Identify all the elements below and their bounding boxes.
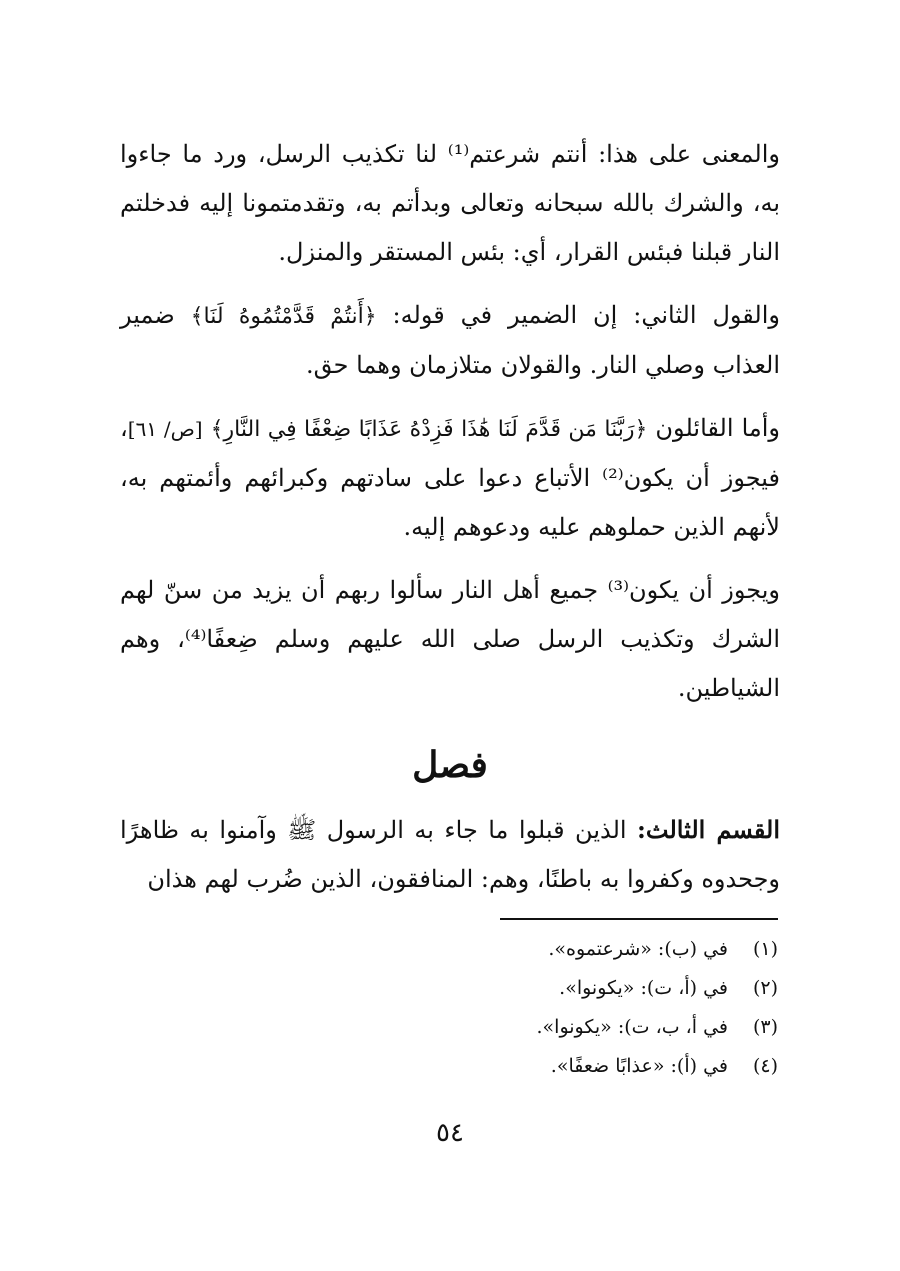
quran-verse: ﴿أَنتُمْ قَدَّمْتُمُوهُ لَنَا﴾ xyxy=(190,304,377,329)
paragraph-2-after: ضمير العذاب وصلي النار. والقولان متلازمان وهما حق. xyxy=(120,301,780,379)
footnote-text: في (ب): «شرعتموه». xyxy=(548,938,728,960)
footnote-text: في (أ): «عذابًا ضعفًا». xyxy=(550,1055,728,1077)
footnote-text: في أ، ب، ت): «يكونوا». xyxy=(536,1016,728,1038)
quran-verse: ﴿رَبَّنَا مَن قَدَّمَ لَنَا هَٰذَا فَزِدْهُ عَذَابًا ضِعْفًا فِي النَّارِ﴾ xyxy=(210,417,648,442)
footnote xyxy=(358,1008,778,1047)
section-paragraph xyxy=(120,805,780,904)
paragraph-1 xyxy=(120,130,780,277)
paragraph-3-after: ، فيجوز أن يكون⁽²⁾ الأتباع دعوا على سادتهم وكبرائهم وأئمتهم به، لأنهم الذين حملوهم عليه ودعوهم إليه. xyxy=(120,414,780,541)
verse-reference: [ص/ ٦١] xyxy=(127,417,203,441)
footnote-text: في (أ، ت): «يكونوا». xyxy=(559,977,728,999)
paragraph-3-before: وأما القائلون xyxy=(647,414,780,442)
section-heading: فصل xyxy=(412,744,488,786)
page-body xyxy=(120,130,780,918)
footnotes xyxy=(358,930,778,1086)
footnote-number: (٣) xyxy=(752,1016,778,1038)
paragraph-1-text: والمعنى على هذا: أنتم شرعتم⁽¹⁾ لنا تكذيب الرسل، ورد ما جاءوا به، والشرك بالله سبحانه وتعالى وبدأتم به، وتقدمتمونا إليه فدخلتم النار قبلنا فبئس القرار، أي: بئس المستقر والمنزل. xyxy=(120,140,781,266)
footnote xyxy=(358,930,778,969)
paragraph-3 xyxy=(120,404,780,552)
paragraph-4 xyxy=(120,566,780,713)
footnote-number: (١) xyxy=(752,938,778,960)
footnote-number: (٤) xyxy=(752,1055,778,1077)
footnote-divider xyxy=(500,918,778,920)
page-number: ٥٤ xyxy=(436,1118,464,1148)
paragraph-4-text: ويجوز أن يكون⁽³⁾ جميع أهل النار سألوا ربهم أن يزيد من سنّ لهم الشرك وتكذيب الرسل صلى الله عليهم وسلم ضِعفًا⁽⁴⁾، وهم الشياطين. xyxy=(120,576,780,702)
section-lead: القسم الثالث: xyxy=(637,815,780,844)
section-text: الذين قبلوا ما جاء به الرسول ﷺ وآمنوا به ظاهرًا وجحدوه وكفروا به باطنًا، وهم: المنافقون، الذين ضُرب لهم هذان xyxy=(120,816,780,893)
paragraph-2 xyxy=(120,291,780,390)
footnote xyxy=(358,1047,778,1086)
footnote xyxy=(358,969,778,1008)
footnote-number: (٢) xyxy=(752,977,778,999)
paragraph-2-before: والقول الثاني: إن الضمير في قوله: xyxy=(376,301,780,329)
